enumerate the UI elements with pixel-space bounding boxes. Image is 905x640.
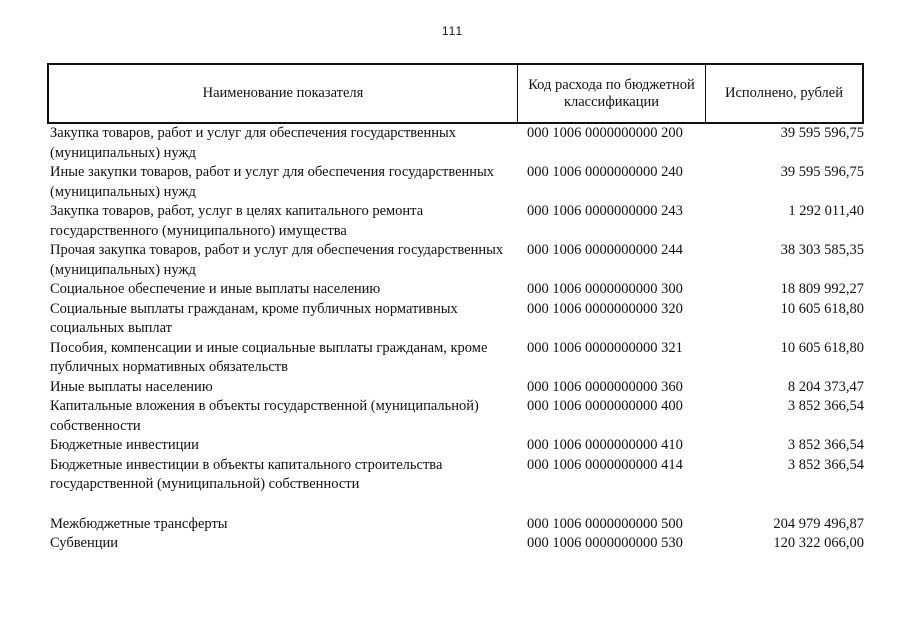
row-code: 000 1006 0000000000 244 xyxy=(527,242,683,258)
row-amount: 10 605 618,80 xyxy=(780,339,864,356)
row-code: 000 1006 0000000000 321 xyxy=(527,339,683,356)
row-code: 000 1006 0000000000 360 xyxy=(527,378,683,395)
row-gap xyxy=(47,495,864,515)
table-row xyxy=(47,456,864,495)
row-amount: 8 204 373,47 xyxy=(787,378,864,395)
row-name: Межбюджетные трансферты xyxy=(50,515,228,532)
row-name: Закупка товаров, работ, услуг в целях капитального ремонта государственного (муниципального) имущества xyxy=(50,203,424,239)
row-amount: 38 303 585,35 xyxy=(780,242,864,258)
row-code: 000 1006 0000000000 500 xyxy=(527,515,683,532)
table-row xyxy=(47,124,864,163)
row-amount: 1 292 011,40 xyxy=(788,203,864,219)
row-name: Бюджетные инвестиции в объекты капитального строительства государственной (муниципальной) собственности xyxy=(50,456,443,492)
table-row xyxy=(47,378,864,398)
header-name-column: Наименование показателя xyxy=(47,65,517,122)
row-name: Иные закупки товаров, работ и услуг для обеспечения государственных (муниципальных) нужд xyxy=(50,164,495,200)
row-amount: 3 852 366,54 xyxy=(787,398,864,414)
row-code: 000 1006 0000000000 410 xyxy=(527,437,683,453)
table-row xyxy=(47,436,864,456)
row-code: 000 1006 0000000000 320 xyxy=(527,300,683,317)
row-name: Субвенции xyxy=(50,535,118,551)
table-row xyxy=(47,300,864,339)
table-row xyxy=(47,339,864,378)
row-code: 000 1006 0000000000 243 xyxy=(527,203,683,219)
table-header xyxy=(47,63,864,124)
row-code: 000 1006 0000000000 400 xyxy=(527,398,683,414)
page-number: 111 xyxy=(441,24,464,38)
table-row xyxy=(47,241,864,280)
table-row xyxy=(47,280,864,300)
row-amount: 39 595 596,75 xyxy=(780,125,864,141)
row-code: 000 1006 0000000000 240 xyxy=(527,164,683,180)
row-name: Прочая закупка товаров, работ и услуг для обеспечения государственных (муниципальных) нужд xyxy=(50,242,504,278)
row-amount: 3 852 366,54 xyxy=(787,456,864,473)
row-name: Социальные выплаты гражданам, кроме публичных нормативных социальных выплат xyxy=(50,300,458,336)
header-code-column: Код расхода по бюджетной классификации xyxy=(517,65,705,122)
table-row xyxy=(47,163,864,202)
row-code: 000 1006 0000000000 300 xyxy=(527,281,683,297)
row-code: 000 1006 0000000000 414 xyxy=(527,456,683,473)
table-body xyxy=(47,124,864,554)
row-amount: 39 595 596,75 xyxy=(780,164,864,180)
row-name: Капитальные вложения в объекты государственной (муниципальной) собственности xyxy=(50,398,479,434)
table-row xyxy=(47,397,864,436)
row-amount: 10 605 618,80 xyxy=(780,300,864,317)
table-row xyxy=(47,515,864,535)
table-row xyxy=(47,534,864,554)
row-name: Социальное обеспечение и иные выплаты населению xyxy=(50,281,381,297)
row-amount: 18 809 992,27 xyxy=(780,281,864,297)
header-amount-column: Исполнено, рублей xyxy=(705,65,864,122)
row-amount: 204 979 496,87 xyxy=(773,515,864,532)
row-code: 000 1006 0000000000 530 xyxy=(527,535,683,551)
table-row xyxy=(47,202,864,241)
row-name: Закупка товаров, работ и услуг для обеспечения государственных (муниципальных) нужд xyxy=(50,125,457,161)
row-code: 000 1006 0000000000 200 xyxy=(527,125,683,141)
row-amount: 120 322 066,00 xyxy=(773,535,864,551)
row-name: Пособия, компенсации и иные социальные выплаты гражданам, кроме публичных нормативных обязательств xyxy=(50,339,488,375)
row-amount: 3 852 366,54 xyxy=(787,437,864,453)
row-name: Бюджетные инвестиции xyxy=(50,437,199,453)
row-name: Иные выплаты населению xyxy=(50,378,213,395)
